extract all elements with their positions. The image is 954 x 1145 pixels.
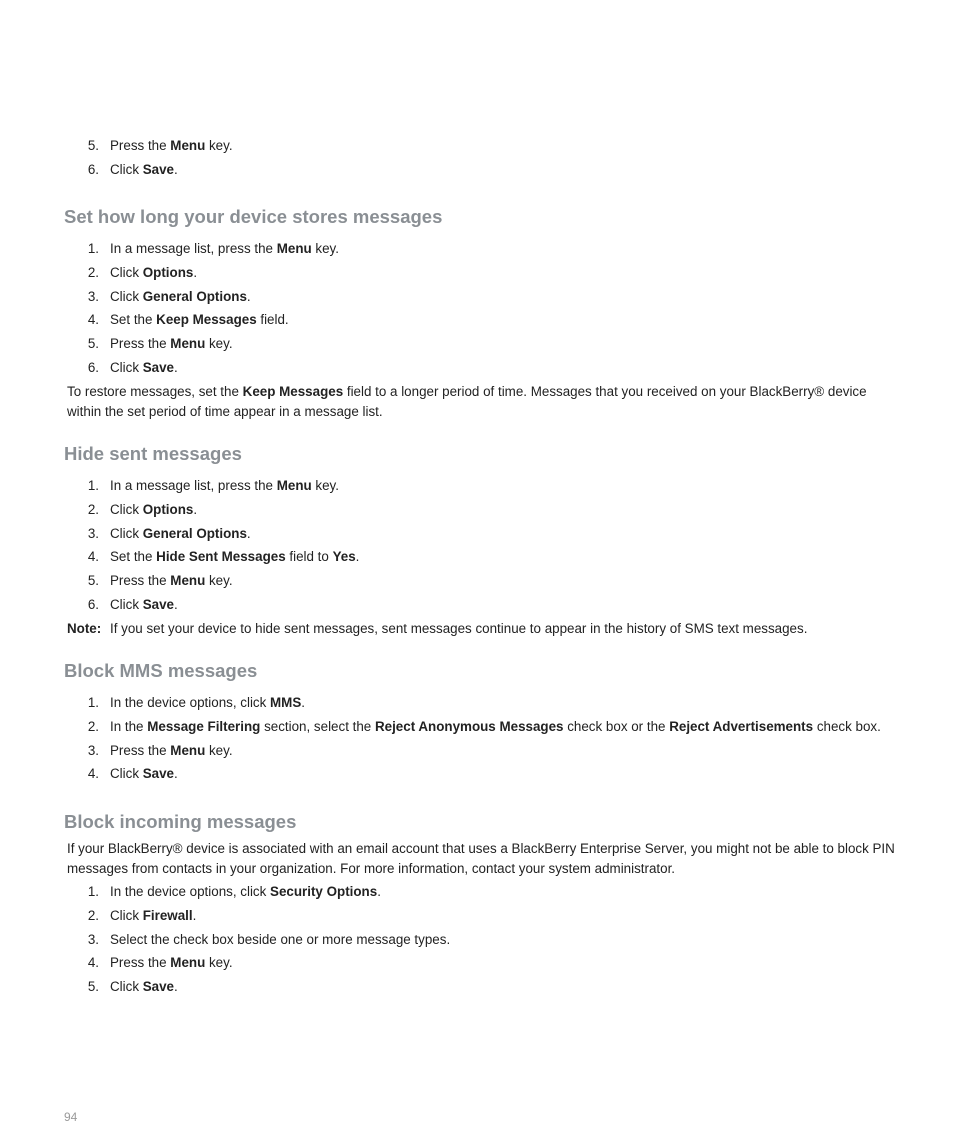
step-text: . xyxy=(174,766,178,782)
step-text: key. xyxy=(205,138,233,153)
step-number: 4. xyxy=(87,955,99,971)
step-text: . xyxy=(246,525,251,541)
list-item xyxy=(0,904,954,928)
para-bold: Keep Messages xyxy=(242,384,344,399)
section-heading-hide-sent: Hide sent messages xyxy=(64,443,242,464)
step-bold: Firewall xyxy=(142,907,193,923)
step-number: 1. xyxy=(87,695,99,710)
step-text: . xyxy=(193,501,198,517)
step-number: 2. xyxy=(87,264,99,280)
section-heading-store-messages: Set how long your device stores messages xyxy=(64,206,443,227)
step-text: Click xyxy=(110,525,143,541)
block-incoming-steps xyxy=(0,880,954,999)
list-item xyxy=(0,134,954,158)
step-number: 3. xyxy=(87,742,99,758)
step-bold: Hide Sent Messages xyxy=(156,549,286,565)
page-number: 94 xyxy=(64,1110,78,1124)
block-mms-steps xyxy=(0,691,954,786)
step-bold: Menu xyxy=(170,138,206,153)
step-text: key. xyxy=(205,336,233,352)
step-text: key. xyxy=(311,478,339,493)
step-text: key. xyxy=(311,241,339,256)
step-text: Set the xyxy=(110,549,157,565)
step-text: In the device options, click xyxy=(110,695,271,710)
step-number: 3. xyxy=(87,525,99,541)
step-bold: Menu xyxy=(276,478,312,493)
step-text: Click xyxy=(110,501,143,517)
step-text: key. xyxy=(205,742,233,758)
list-item xyxy=(0,474,954,498)
hide-sent-steps xyxy=(0,474,954,617)
step-bold: Menu xyxy=(170,955,206,971)
list-item xyxy=(0,332,954,356)
step-bold: Reject Anonymous Messages xyxy=(374,718,564,734)
step-text: Select the check box beside one or more message types. xyxy=(110,931,451,947)
step-text: check box or the xyxy=(563,718,670,734)
step-text: key. xyxy=(205,573,233,589)
step-number: 5. xyxy=(87,138,99,153)
step-text: In the device options, click xyxy=(110,884,271,899)
list-item xyxy=(0,308,954,332)
step-number: 4. xyxy=(87,312,99,328)
step-text: . xyxy=(193,264,198,280)
note-text: If you set your device to hide sent messages, sent messages continue to appear in the history of SMS text messages. xyxy=(110,621,808,636)
step-text: . xyxy=(377,884,381,899)
step-bold: Yes xyxy=(332,549,356,565)
list-item xyxy=(0,762,954,786)
para-text: To restore messages, set the xyxy=(67,384,243,399)
step-number: 6. xyxy=(87,596,99,612)
step-text: In a message list, press the xyxy=(110,241,277,256)
step-number: 2. xyxy=(87,718,99,734)
list-item xyxy=(0,691,954,715)
step-bold: Save xyxy=(142,979,175,995)
store-messages-steps xyxy=(0,237,954,380)
list-item xyxy=(0,158,954,182)
step-number: 3. xyxy=(87,931,99,947)
step-text: Press the xyxy=(110,138,171,153)
list-item xyxy=(0,356,954,380)
step-bold: Menu xyxy=(170,742,206,758)
list-item xyxy=(0,928,954,952)
step-text: Click xyxy=(110,359,143,375)
list-item xyxy=(0,975,954,999)
note xyxy=(67,619,808,639)
step-text: . xyxy=(301,695,306,710)
step-bold: Save xyxy=(142,596,175,612)
step-bold: Security Options xyxy=(270,884,378,899)
step-bold: Reject Advertisements xyxy=(669,718,814,734)
list-item xyxy=(0,522,954,546)
continued-steps xyxy=(0,134,954,182)
step-text: Click xyxy=(110,907,143,923)
step-number: 1. xyxy=(87,478,99,493)
step-number: 2. xyxy=(87,907,99,923)
step-text: field. xyxy=(256,312,289,328)
section-heading-block-incoming: Block incoming messages xyxy=(64,811,297,832)
step-number: 1. xyxy=(87,884,99,899)
step-number: 6. xyxy=(87,161,99,177)
step-bold: Menu xyxy=(170,573,206,589)
list-item xyxy=(0,261,954,285)
step-bold: General Options xyxy=(142,525,247,541)
note-label: Note: xyxy=(67,621,102,636)
list-item xyxy=(0,498,954,522)
step-number: 4. xyxy=(87,766,99,782)
list-item xyxy=(0,739,954,763)
step-text: Press the xyxy=(110,955,171,971)
list-item xyxy=(0,569,954,593)
step-text: Press the xyxy=(110,336,171,352)
step-text: Press the xyxy=(110,742,171,758)
step-bold: Save xyxy=(142,766,175,782)
step-text: Press the xyxy=(110,573,171,589)
step-text: . xyxy=(355,549,360,565)
step-bold: Save xyxy=(142,161,175,177)
step-number: 2. xyxy=(87,501,99,517)
step-text: Click xyxy=(110,264,143,280)
step-number: 5. xyxy=(87,573,99,589)
step-bold: Options xyxy=(142,264,194,280)
para-text: field to a longer period of time. Messages that you received on your BlackBerry® device within the set period of time appear in a message list. xyxy=(67,384,867,419)
step-number: 5. xyxy=(87,979,99,995)
list-item xyxy=(0,951,954,975)
step-text: Set the xyxy=(110,312,157,328)
step-number: 1. xyxy=(87,241,99,256)
step-text: Click xyxy=(110,161,143,177)
step-number: 6. xyxy=(87,359,99,375)
step-text: key. xyxy=(205,955,233,971)
list-item xyxy=(0,237,954,261)
step-text: . xyxy=(246,288,251,304)
step-bold: Menu xyxy=(170,336,206,352)
block-incoming-paragraph: If your BlackBerry® device is associated with an email account that uses a BlackBerry Enterprise Server, you might not be able to block PIN messages from contacts in your organization. For more information, contact your system administrator. xyxy=(67,841,895,876)
list-item xyxy=(0,545,954,569)
step-bold: Options xyxy=(142,501,194,517)
step-number: 5. xyxy=(87,336,99,352)
restore-messages-paragraph xyxy=(67,382,897,422)
step-bold: Menu xyxy=(276,241,312,256)
step-text: Click xyxy=(110,979,143,995)
step-text: In a message list, press the xyxy=(110,478,277,493)
step-bold: General Options xyxy=(142,288,247,304)
step-bold: MMS xyxy=(270,695,302,710)
list-item xyxy=(0,880,954,904)
step-text: field to xyxy=(285,549,333,565)
step-text: . xyxy=(174,596,178,612)
list-item xyxy=(0,715,954,739)
list-item xyxy=(0,593,954,617)
step-text: Click xyxy=(110,766,143,782)
step-text: Click xyxy=(110,596,143,612)
step-number: 3. xyxy=(87,288,99,304)
step-text: . xyxy=(174,979,178,995)
step-text: section, select the xyxy=(260,718,375,734)
step-text: . xyxy=(174,359,178,375)
step-bold: Message Filtering xyxy=(147,718,261,734)
step-text: check box. xyxy=(813,718,881,734)
step-text: . xyxy=(192,907,197,923)
list-item xyxy=(0,285,954,309)
step-number: 4. xyxy=(87,549,99,565)
step-bold: Keep Messages xyxy=(156,312,257,328)
step-text: Click xyxy=(110,288,143,304)
step-text: . xyxy=(174,161,178,177)
section-heading-block-mms: Block MMS messages xyxy=(64,660,258,681)
step-text: In the xyxy=(110,718,148,734)
step-bold: Save xyxy=(142,359,175,375)
